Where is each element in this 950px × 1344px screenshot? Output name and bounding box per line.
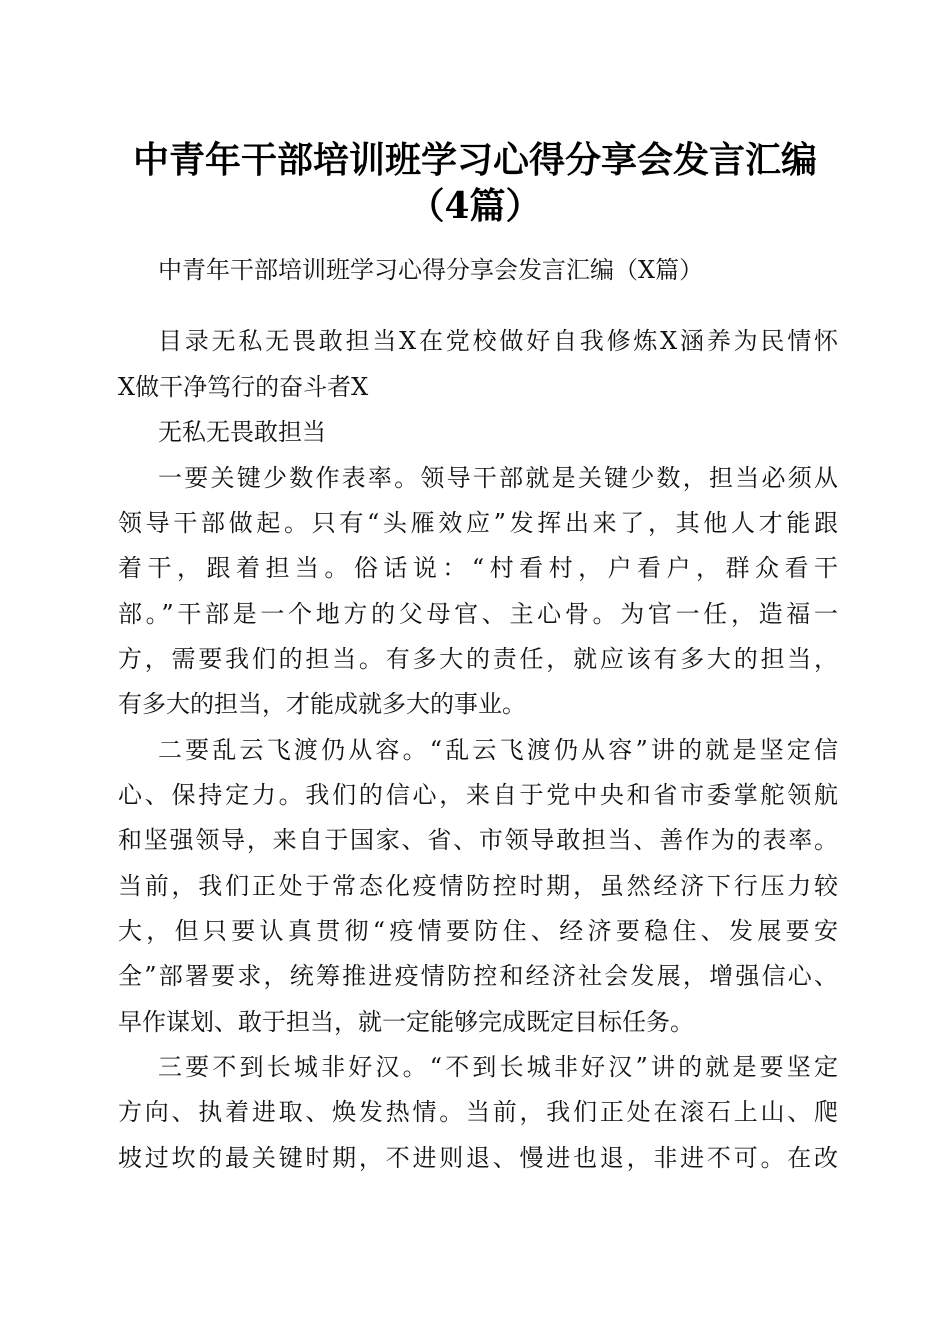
text-line: 一要关键少数作表率。领导干部就是关键少数，担当必须从 [158,464,838,492]
text-line: 领导干部做起。只有“头雁效应”发挥出来了，其他人才能跟 [118,509,838,537]
text-line: 大，但只要认真贯彻“疫情要防住、经济要稳住、发展要安 [118,917,838,945]
text-line: 二要乱云飞渡仍从容。“乱云飞渡仍从容”讲的就是坚定信 [158,736,838,764]
document-title-line-2: （4篇） [408,185,542,227]
text-line: 中青年干部培训班学习心得分享会发言汇编（X篇） [158,256,704,284]
text-line: X做干净笃行的奋斗者X [118,373,369,401]
text-line: 当前，我们正处于常态化疫情防控时期，虽然经济下行压力较 [118,872,838,900]
text-line: 方向、执着进取、焕发热情。当前，我们正处在滚石上山、爬 [118,1098,838,1126]
text-line: 和坚强领导，来自于国家、省、市领导敢担当、善作为的表率。 [118,826,838,854]
text-line: 心、保持定力。我们的信心，来自于党中央和省市委掌舵领航 [118,781,838,809]
text-line: 着干，跟着担当。俗话说：“村看村，户看户，群众看干 [118,554,838,582]
text-line: 有多大的担当，才能成就多大的事业。 [118,690,526,718]
text-line: 部。”干部是一个地方的父母官、主心骨。为官一任，造福一 [118,600,838,628]
text-line: 三要不到长城非好汉。“不到长城非好汉”讲的就是要坚定 [158,1053,838,1081]
section-heading: 无私无畏敢担当 [158,418,326,446]
text-line: 方，需要我们的担当。有多大的责任，就应该有多大的担当， [118,645,838,673]
text-line: 早作谋划、敢于担当，就一定能够完成既定目标任务。 [118,1008,694,1036]
text-line: 全”部署要求，统筹推进疫情防控和经济社会发展，增强信心、 [118,962,838,990]
text-line: 目录无私无畏敢担当X在党校做好自我修炼X涵养为民情怀 [158,327,838,355]
text-line: 坡过坎的最关键时期，不进则退、慢进也退，非进不可。在改 [118,1144,838,1172]
document-title-line-1: 中青年干部培训班学习心得分享会发言汇编 [132,139,817,181]
